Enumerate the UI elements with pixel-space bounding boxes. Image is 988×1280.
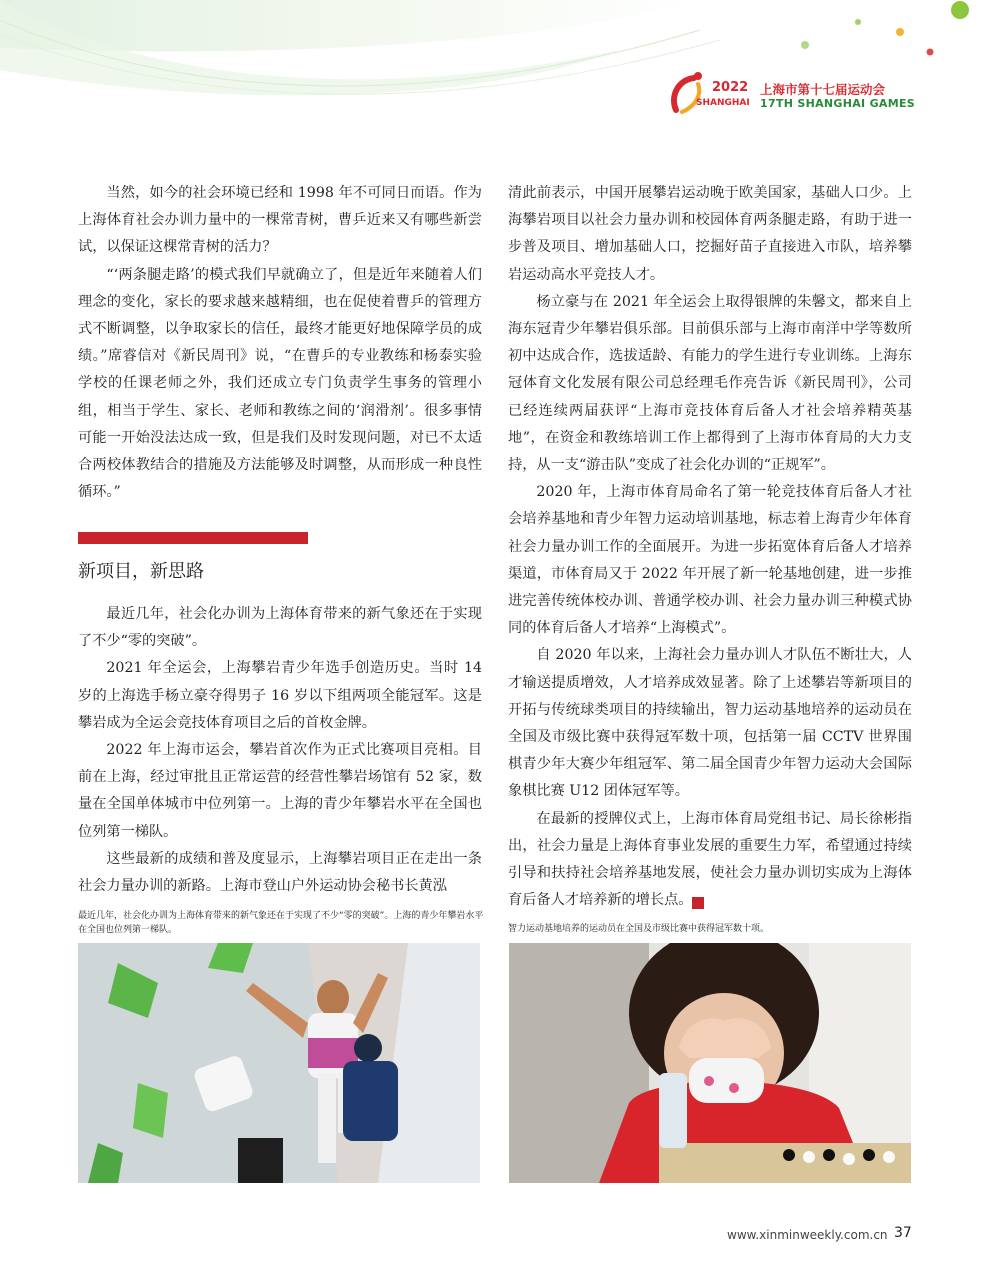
logo-title-en: 17TH SHANGHAI GAMES xyxy=(760,97,915,110)
paragraph: 2021 年全运会，上海攀岩青少年选手创造历史。当时 14 岁的上海选手杨立豪夺得男子 16 岁以下组两项全能冠军。这是攀岩成为全运会竞技体育项目之后的首枚金牌。 xyxy=(78,660,482,731)
paragraph: 2020 年，上海市体育局命名了第一轮竞技体育后备人才社会培养基地和青少年智力运动培训基地，标志着上海青少年体育社会力量办训工作的全面展开。为进一步拓宽体育后备人才培养渠道，市体育局又于 2022 年开展了新一轮基地创建，进一步推进完善传统体校办训、普通学校办训、社会力量办训三种模式协同的体育后备人才培养“上海模式”。 xyxy=(508,484,912,637)
footer-url: www.xinminweekly.com.cn xyxy=(727,1228,888,1242)
section-title: 新项目，新思路 xyxy=(78,561,204,582)
logo-title-cn: 上海市第十七届运动会 xyxy=(760,82,886,97)
left-column-bottom xyxy=(78,601,482,900)
paragraph: 杨立豪与在 2021 年全运会上取得银牌的朱馨文，都来自上海东冠青少年攀岩俱乐部。目前俱乐部与上海市南洋中学等数所初中达成合作，选拔适龄、有能力的学生进行专业训练。上海东冠体育文化发展有限公司总经理毛作亮告诉《新民周刊》，公司已经连续两届获评“上海市竞技体育后备人才社会培养精英基地”，在资金和教练培训工作上都得到了上海市体育局的大力支持，从一支“游击队”变成了社会化办训的“正规军”。 xyxy=(508,293,912,474)
end-mark-icon: 民 xyxy=(692,897,704,909)
paragraph: 自 2020 年以来，上海社会力量办训人才队伍不断壮大，人才输送提质增效，人才培养成效显著。除了上述攀岩等新项目的开拓与传统球类项目的持续输出，智力运动基地培养的运动员在全国及市级比赛中获得冠军数十项，包括第一届 CCTV 世界围棋青少年大赛少年组冠军、第二届全国青少年智力运动大会国际象棋比赛 U12 团体冠军等。 xyxy=(508,647,912,800)
games-logo xyxy=(668,70,918,118)
paragraph: 当然，如今的社会环境已经和 1998 年不可同日而语。作为上海体育社会办训力量中的一棵常青树，曹乒近来又有哪些新尝试，以保证这棵常青树的活力？ xyxy=(78,185,482,256)
paragraph: 这些最新的成绩和普及度显示，上海攀岩项目正在走出一条社会力量办训的新路。上海市登山户外运动协会秘书长黄泓 xyxy=(78,850,482,895)
paragraph-text: 在最新的授牌仪式上，上海市体育局党组书记、局长徐彬指出，社会力量是上海体育事业发展的重要生力军，希望通过持续引导和扶持社会培养基地发展，使社会力量办训切实成为上海体育后备人才培养新的增长点。 xyxy=(508,810,912,909)
paragraph: 清此前表示，中国开展攀岩运动晚于欧美国家，基础人口少。上海攀岩项目以社会力量办训和校园体育两条腿走路，有助于进一步普及项目、增加基础人口，挖掘好苗子直接进入市队，培养攀岩运动高水平竞技人才。 xyxy=(508,185,912,283)
logo-year: 2022 xyxy=(712,80,749,95)
logo-city: SHANGHAI xyxy=(696,98,750,108)
paragraph: “‘两条腿走路’的模式我们早就确立了，但是近年来随着人们理念的变化，家长的要求越来越精细，也在促使着曹乒的管理方式不断调整，以争取家长的信任，最终才能更好地保障学员的成绩。”席睿信对《新民周刊》说，“在曹乒的专业教练和杨泰实验学校的任课老师之外，我们还成立专门负责学生事务的管理小组，相当于学生、家长、老师和教练之间的‘润滑剂’。很多事情可能一开始没法达成一致，但是我们及时发现问题，对已不太适合两校体教结合的措施及方法能够及时调整，从而形成一种良性循环。” xyxy=(78,266,482,501)
photo-caption-left: 最近几年，社会化办训为上海体育带来的新气象还在于实现了不少“零的突破”。上海的青少年攀岩水平在全国也位列第一梯队。 xyxy=(78,911,484,935)
right-column xyxy=(508,180,912,914)
section-accent-bar xyxy=(78,532,308,544)
games-emblem-icon xyxy=(668,70,708,118)
climbing-photo xyxy=(78,943,480,1183)
paragraph-last xyxy=(508,806,912,915)
photo-caption-right: 智力运动基地培养的运动员在全国及市级比赛中获得冠军数十项。 xyxy=(508,924,770,934)
left-column-top xyxy=(78,180,482,506)
paragraph: 最近几年，社会化办训为上海体育带来的新气象还在于实现了不少“零的突破”。 xyxy=(78,606,482,650)
page-number: 37 xyxy=(894,1225,912,1241)
paragraph: 2022 年上海市运会，攀岩首次作为正式比赛项目亮相。目前在上海，经过审批且正常运营的经营性攀岩场馆有 52 家，数量在全国单体城市中位列第一。上海的青少年攀岩水平在全国也位列第一梯队。 xyxy=(78,742,482,840)
go-player-photo xyxy=(509,943,911,1183)
